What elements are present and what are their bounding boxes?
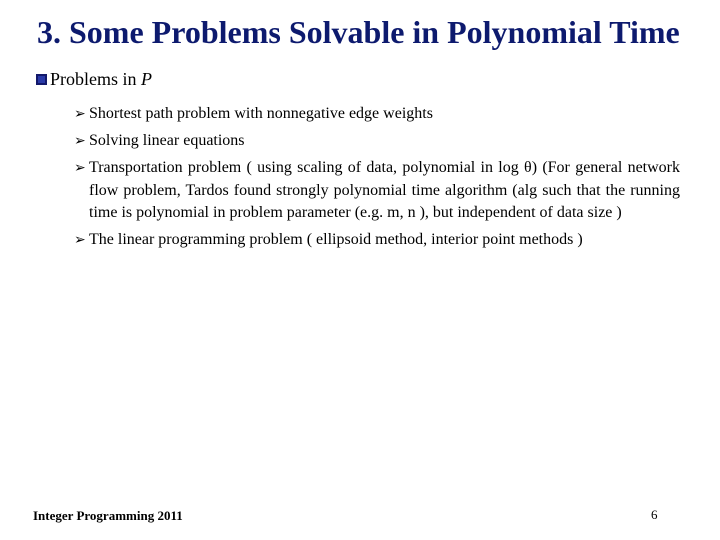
footer-course-name: Integer Programming 2011 [33, 508, 183, 523]
section-label-italic: P [141, 69, 153, 89]
page-number: 6 [651, 507, 658, 522]
section-label: Problems in [50, 69, 137, 89]
sub-bullet-list [74, 103, 680, 256]
list-item [74, 229, 680, 252]
list-item [74, 103, 680, 126]
arrowhead-bullet-icon: ➢ [74, 133, 86, 149]
list-item-text: Transportation problem ( using scaling of data, polynomial in log θ) (For general network flow problem, Tardos found strongly polynomial time algorithm (alg such that the running time is polynomial in problem parameter (e.g. m, n ), but independent of data size ) [89, 159, 680, 221]
section-bullet [36, 68, 152, 90]
list-item-text: The linear programming problem ( ellipsoid method, interior point methods ) [89, 231, 583, 248]
list-item [74, 130, 680, 153]
checkbox-square-bullet-icon [36, 74, 47, 85]
slide-title: 3. Some Problems Solvable in Polynomial Time [37, 14, 680, 50]
list-item-text: Solving linear equations [89, 132, 245, 149]
arrowhead-bullet-icon: ➢ [74, 232, 86, 248]
list-item-text: Shortest path problem with nonnegative edge weights [89, 105, 433, 122]
arrowhead-bullet-icon: ➢ [74, 106, 86, 122]
list-item [74, 157, 680, 225]
arrowhead-bullet-icon: ➢ [74, 160, 86, 176]
